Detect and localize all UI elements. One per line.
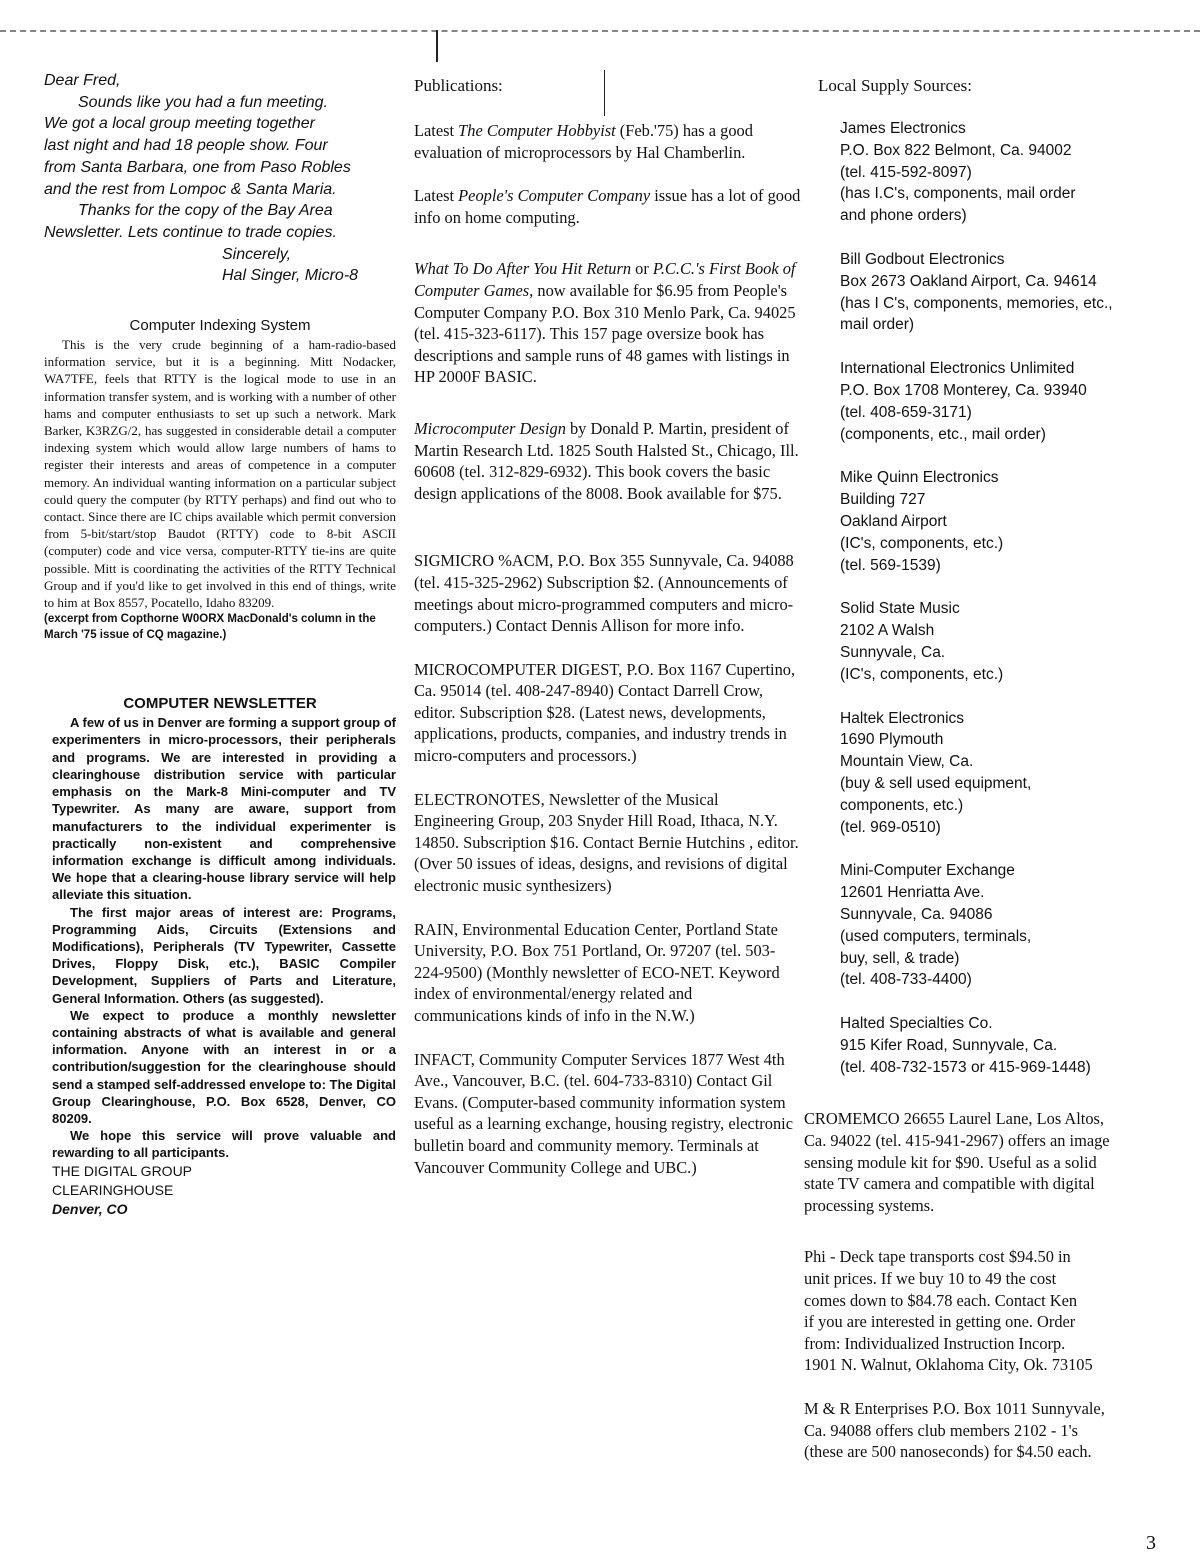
newsletter-paragraph: The first major areas of interest are: Programs, Programming Aids, Circuits (Extensions and Modifications), Peripherals (TV Typewriter, Cassette Drives, Floppy Disk, etc.), BASIC Compiler Development, Suppliers of Parts and Literature, General Information. Others (as suggested).	[52, 904, 396, 1006]
indexing-title: Computer Indexing System	[129, 317, 311, 335]
right-column	[800, 70, 1170, 1485]
middle-column	[414, 70, 802, 1200]
pub-games	[414, 258, 802, 388]
pub-text: or	[631, 259, 653, 279]
supply-source: Bill Godbout Electronics Box 2673 Oakland Airport, Ca. 94614 (has I C's, components, memories, etc., mail order)	[840, 250, 1113, 334]
pub-title: P.C.C.'s First Book of Computer Games,	[414, 259, 796, 300]
pub-title: What To Do After You Hit Return	[414, 259, 632, 279]
letter-line: Newsletter. Lets continue to trade copies.	[44, 223, 337, 241]
pub-hobbyist	[414, 120, 802, 163]
newsletter-signature	[52, 1162, 396, 1219]
newsletter-body	[52, 714, 396, 1161]
pub-title: People's Computer Company	[458, 186, 651, 206]
indexing-body	[44, 336, 396, 611]
pub-digest: MICROCOMPUTER DIGEST, P.O. Box 1167 Cupertino, Ca. 95014 (tel. 408-247-8940) Contact Darrell Crow, editor. Subscription $28. (Latest news, developments, applications, products, companies, and industry trends in micro-computers and processors.)	[414, 659, 796, 766]
supply-source: James Electronics P.O. Box 822 Belmont, Ca. 94002 (tel. 415-592-8097) (has I.C's, components, mail order and phone orders)	[840, 120, 1076, 225]
column-tick-top	[436, 30, 438, 62]
newsletter-paragraph: A few of us in Denver are forming a support group of experimenters in micro-processors, their peripherals and programs. We are interested in providing a clearinghouse distribution service with particular emphasis on the Mark-8 Mini-computer and TV Typewriter. As many are aware, support from manufacturers to the individual experimenter is practically non-existent and comprehensive information exchange is difficult among individuals. We hope that a clearing-house library service will help alleviate this situation.	[52, 715, 396, 903]
indexing-credit: (excerpt from Copthorne W0ORX MacDonald's column in the March '75 issue of CQ magazine.)	[44, 613, 376, 642]
supply-source: Solid State Music 2102 A Walsh Sunnyvale, Ca. (IC's, components, etc.)	[840, 600, 1004, 683]
letter-line: Sounds like you had a fun meeting.	[78, 93, 328, 111]
pub-rain: RAIN, Environmental Education Center, Portland State University, P.O. Box 751 Portland, Or. 97207 (tel. 503-224-9500) (Monthly newsletter of ECO-NET. Keyword index of environmental/energy related and communications kinds of info in the N.W.)	[414, 919, 780, 1025]
newsletter-paragraph: We expect to produce a monthly newsletter containing abstracts of what is available and general information. Anyone with an interest in or a contribution/suggestion for the clearinghouse should send a stamped self-addressed envelope to: The Digital Group Clearinghouse, P.O. Box 6528, Denver, CO 80209.	[52, 1007, 396, 1126]
ad-phideck: Phi - Deck tape transports cost $94.50 in unit prices. If we buy 10 to 49 the cost comes down to $84.78 each. Contact Ken if you are interested in getting one. Order from: Individualized Instruction Incorp. 1901 N. Walnut, Oklahoma City, Ok. 73105	[804, 1247, 1093, 1375]
pub-pcc	[414, 185, 802, 228]
newsletter-paragraph: We hope this service will prove valuable and rewarding to all participants.	[52, 1128, 396, 1161]
pub-text: Latest	[414, 121, 459, 140]
pub-title: Microcomputer Design	[414, 418, 566, 438]
letter-line: last night and had 18 people show. Four	[44, 137, 328, 155]
letter-signature: Hal Singer, Micro-8	[222, 267, 359, 285]
pub-electronotes: ELECTRONOTES, Newsletter of the Musical Engineering Group, 203 Snyder Hill Road, Ithaca, N.Y. 14850. Subscription $16. Contact Bernie Hutchins , editor. (Over 50 issues of ideas, designs, and revisions of digital electronic music synthesizers)	[414, 789, 799, 896]
letter-line: from Santa Barbara, one from Paso Robles	[44, 158, 351, 176]
newsletter-sign-location: Denver, CO	[52, 1200, 128, 1217]
pub-text: issue has a lot of good info on home computing.	[414, 186, 801, 227]
pub-text: now available for $6.95 from People's Computer Company P.O. Box 310 Menlo Park, Ca. 94025 (tel. 415-323-6117). This 157 page oversize book has descriptions and sample runs of 48 games with listings in HP 2000F BASIC.	[414, 280, 796, 387]
ad-mr-enterprises: M & R Enterprises P.O. Box 1011 Sunnyvale, Ca. 94088 offers club members 2102 - 1's (these are 500 nanoseconds) for $4.50 each.	[804, 1399, 1105, 1462]
pub-text: by Donald P. Martin, president of Martin Research Ltd. 1825 South Halsted St., Chicago, Ill. 60608 (tel. 312-829-6932). This book covers the basic design applications of the 8008. Book available for $75.	[414, 418, 799, 503]
page-number: 3	[1146, 1532, 1156, 1554]
letter-line: Thanks for the copy of the Bay Area	[78, 202, 333, 220]
ad-cromemco: CROMEMCO 26655 Laurel Lane, Los Altos, Ca. 94022 (tel. 415-941-2967) offers an image sensing module kit for $90. Useful as a solid state TV camera and compatible with digital processing systems.	[804, 1109, 1110, 1215]
letter-line: We got a local group meeting together	[44, 115, 315, 133]
supply-source: Haltek Electronics 1690 Plymouth Mountain View, Ca. (buy & sell used equipment, components, etc.) (tel. 969-0510)	[840, 709, 1032, 836]
newsletter-sign-line: CLEARINGHOUSE	[52, 1181, 174, 1198]
publications-heading: Publications:	[414, 76, 503, 95]
supply-source: Mike Quinn Electronics Building 727 Oakland Airport (IC's, components, etc.) (tel. 569-1539)	[840, 469, 1004, 574]
pub-text: (Feb.'75) has a good evaluation of microprocessors by Hal Chamberlin.	[414, 121, 753, 162]
top-dashed-rule	[0, 30, 1200, 32]
letter-closing: Sincerely,	[222, 245, 292, 263]
newsletter-title: COMPUTER NEWSLETTER	[123, 695, 317, 713]
supply-source: Halted Specialties Co. 915 Kifer Road, Sunnyvale, Ca. (tel. 408-732-1573 or 415-969-1448)	[840, 1015, 1091, 1076]
pub-infact: INFACT, Community Computer Services 1877 West 4th Ave., Vancouver, B.C. (tel. 604-733-8310) Contact Gil Evans. (Computer-based community information system useful as a learning exchange, housing registry, electronic bulletin board and community memory. Terminals at Vancouver Community College and UBC.)	[414, 1049, 793, 1177]
letter-greeting: Dear Fred,	[44, 72, 121, 89]
pub-sigmicro: SIGMICRO %ACM, P.O. Box 355 Sunnyvale, Ca. 94088 (tel. 415-325-2962) Subscription $2. (Announcements of meetings about micro-programmed computers and micro-computers.) Contact Dennis Allison for more info.	[414, 551, 794, 636]
pub-text: Latest	[414, 186, 459, 206]
pub-title: The Computer Hobbyist	[458, 121, 616, 140]
letter-line: and the rest from Lompoc & Santa Maria.	[44, 180, 337, 198]
left-column	[44, 70, 396, 1219]
supply-source: Mini-Computer Exchange 12601 Henriatta Ave. Sunnyvale, Ca. 94086 (used computers, terminals, buy, sell, & trade) (tel. 408-733-4400)	[840, 862, 1032, 989]
newsletter-sign-line: THE DIGITAL GROUP	[52, 1162, 193, 1179]
supply-source: International Electronics Unlimited P.O. Box 1708 Monterey, Ca. 93940 (tel. 408-659-3171) (components, etc., mail order)	[840, 360, 1087, 443]
indexing-text: This is the very crude beginning of a ham-radio-based information service, but it is a beginning. Mitt Nodacker, WA7TFE, feels that RTTY is the logical mode to use in an information transfer system, and is working with a number of other hams and computer enthusiasts to set up such a network. Mark Barker, K3RZG/2, has suggested in considerable detail a computer indexing system which would allow large numbers of hams to register their interests and areas of competence in a computer memory. An individual wanting information on a particular subject could query the computer (by RTTY perhaps) and find out who to contact. Since there are IC chips available which permit conversion from 5-bit/start/stop Baudot (RTTY) code to 8-bit ASCII (computer) code and vice versa, computer-RTTY tie-ins are quite possible. Mitt is coordinating the activities of the RTTY Technical Group and if you'd like to get involved in this end of things, write to him at Box 8557, Pocatello, Idaho 83209.	[44, 337, 396, 611]
letter	[44, 70, 396, 287]
supply-heading: Local Supply Sources:	[818, 76, 972, 95]
pub-design	[414, 418, 802, 504]
